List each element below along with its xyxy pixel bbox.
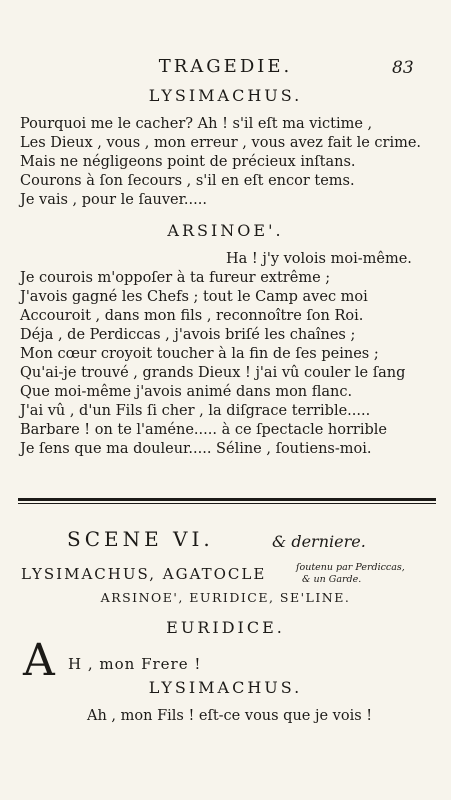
cast-list-line2: ARSINOE', EURIDICE, SE'LINE. — [100, 590, 351, 605]
speaker-euridice: EURIDICE. — [166, 618, 285, 637]
scene-divider-thick — [18, 498, 436, 501]
running-title: TRAGEDIE. — [158, 56, 293, 77]
page-number: 83 — [392, 58, 414, 78]
verse-line: Déja , de Perdiccas , j'avois briſé les chaînes ; — [20, 327, 356, 343]
verse-line: Mon cœur croyoit toucher à la fin de ſes peines ; — [20, 346, 379, 362]
verse-line: J'avois gagné les Chefs ; tout le Camp avec moi — [20, 289, 368, 305]
cast-note — [296, 562, 405, 586]
verse-line: Pourquoi me le cacher? Ah ! s'il eſt ma victime , — [20, 116, 373, 132]
speaker-lysimachus: LYSIMACHUS. — [148, 678, 303, 697]
cast-list-line1: LYSIMACHUS, AGATOCLE — [21, 565, 267, 583]
verse-line: H , mon Frere ! — [68, 655, 202, 673]
cast-note-line: ſoutenu par Perdiccas, — [296, 562, 405, 573]
verse-line: Je ſens que ma douleur..... Séline , ſoutiens-moi. — [20, 441, 372, 457]
verse-line: Ha ! j'y volois moi-même. — [226, 251, 412, 267]
scene-heading-note: & derniere. — [272, 532, 366, 551]
verse-line: Qu'ai-je trouvé , grands Dieux ! j'ai vû couler le ſang — [20, 365, 406, 381]
scene-divider-thin — [18, 503, 436, 504]
verse-line: Mais ne négligeons point de précieux inſtans. — [20, 154, 356, 170]
cast-note-line: & un Garde. — [302, 574, 362, 585]
verse-line: Accouroit , dans mon fils , reconnoître ſon Roi. — [20, 308, 364, 324]
verse-line: Barbare ! on te l'améne..... à ce ſpectacle horrible — [20, 422, 387, 438]
verse-line: Les Dieux , vous , mon erreur , vous avez fait le crime. — [20, 135, 422, 151]
verse-line: Que moi-même j'avois animé dans mon flanc. — [20, 384, 353, 400]
speaker-arsinoe: ARSINOE'. — [167, 221, 284, 240]
verse-line: Ah , mon Fils ! eſt-ce vous que je vois ! — [87, 708, 373, 724]
verse-line: Courons à ſon ſecours , s'il en eſt encor tems. — [20, 173, 355, 189]
verse-line: J'ai vû , d'un Fils ſi cher , la diſgrace terrible..... — [20, 403, 371, 419]
drop-cap: A — [23, 635, 55, 686]
scene-heading: SCENE VI. — [67, 527, 214, 551]
verse-line: Je vais , pour le ſauver..... — [20, 192, 207, 208]
speaker-lysimachus: LYSIMACHUS. — [148, 86, 303, 105]
verse-line: Je courois m'oppoſer à ta fureur extrême ; — [20, 270, 331, 286]
